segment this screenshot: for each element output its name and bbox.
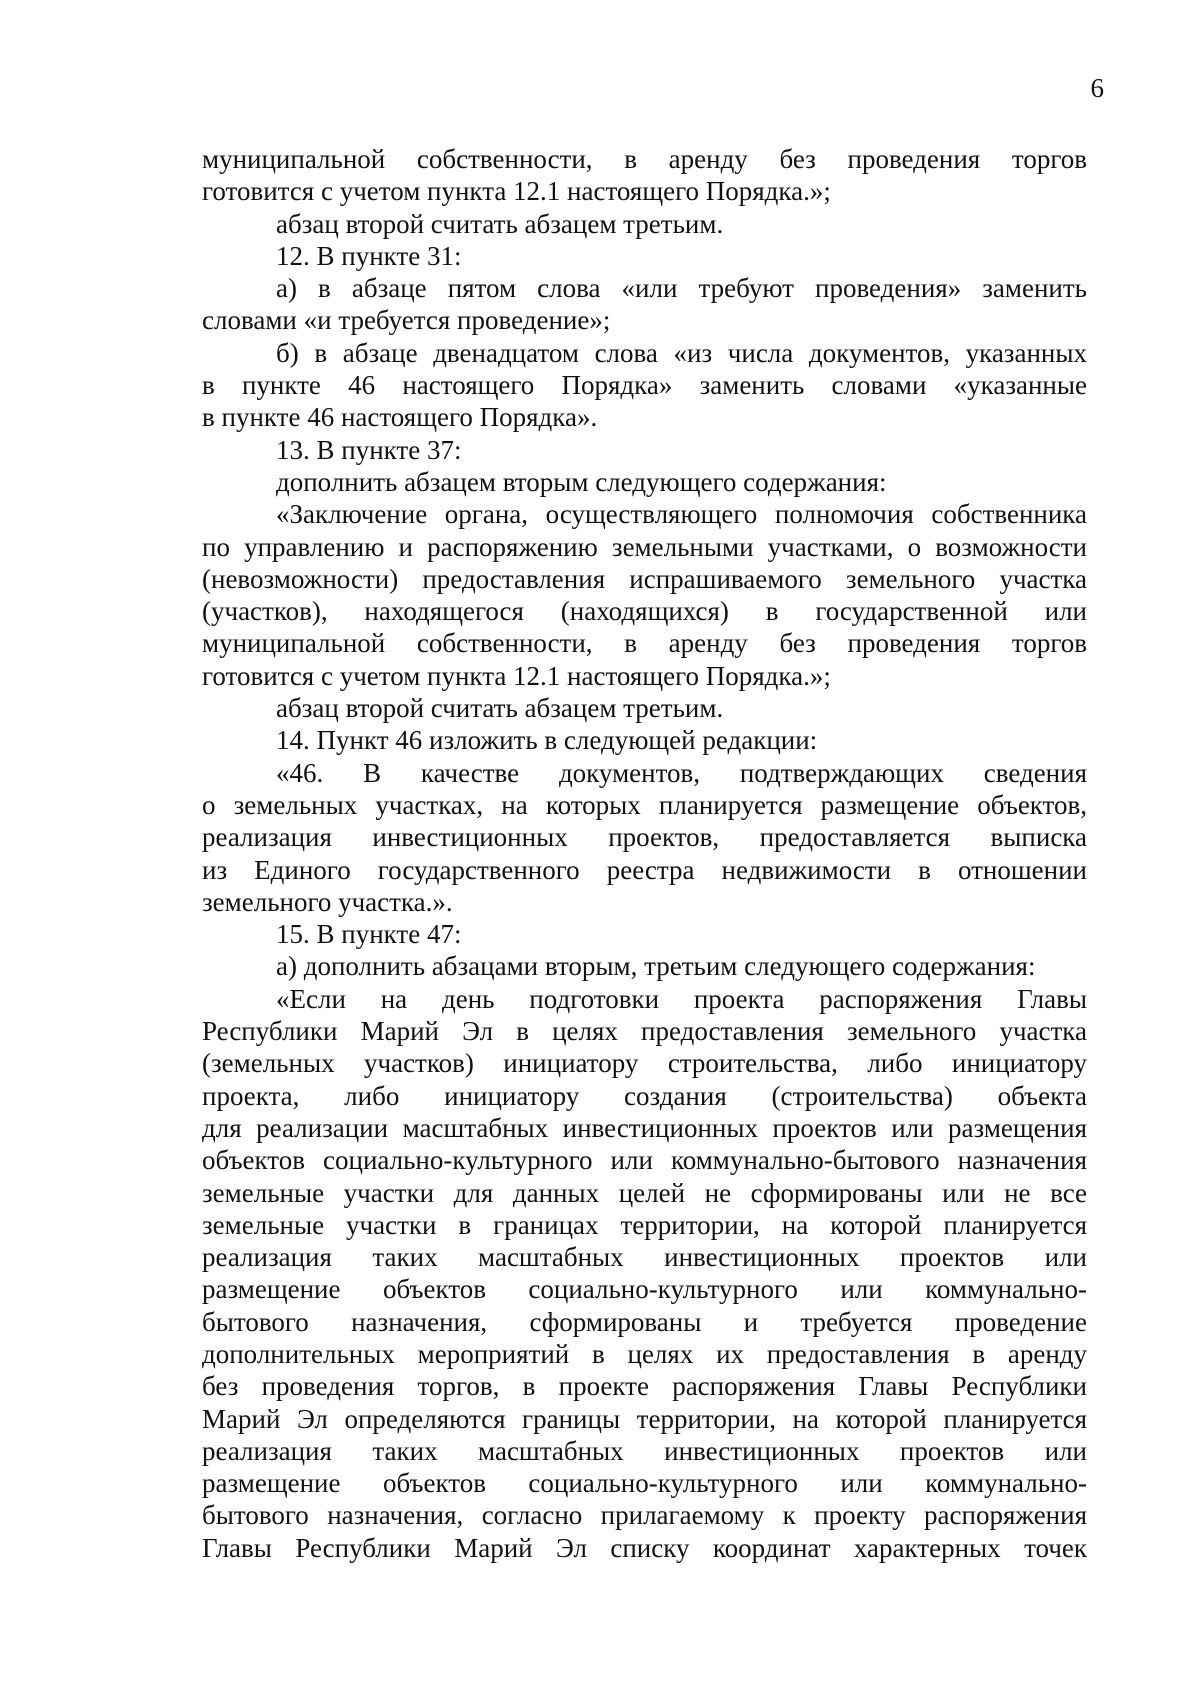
text-line: абзац второй считать абзацем третьим.	[276, 208, 724, 239]
text-line: размещение объектов социально-культурного или коммунально-	[202, 1468, 1087, 1499]
text-line: бытового назначения, сформированы и требуется проведение	[202, 1306, 1087, 1337]
text-line: (невозможности) предоставления испрашиваемого земельного участка	[202, 563, 1087, 594]
text-line: по управлению и распоряжению земельными участками, о возможности	[202, 531, 1087, 562]
text-line: о земельных участках, на которых планируется размещение объектов,	[202, 789, 1087, 820]
text-line: 12. В пункте 31:	[276, 240, 462, 271]
text-line: реализация таких масштабных инвестиционных проектов или	[202, 1435, 1087, 1466]
page-number: 6	[1090, 73, 1104, 103]
text-line: дополнительных мероприятий в целях их предоставления в аренду	[202, 1338, 1087, 1369]
text-line: абзац второй считать абзацем третьим.	[276, 693, 724, 724]
text-line: реализация таких масштабных инвестиционных проектов или	[202, 1242, 1087, 1273]
text-line: земельного участка.».	[202, 886, 453, 917]
text-line: (земельных участков) инициатору строительства, либо инициатору	[202, 1048, 1087, 1079]
text-line: муниципальной собственности, в аренду без проведения торгов	[202, 144, 1087, 174]
text-line: из Единого государственного реестра недвижимости в отношении	[202, 854, 1087, 885]
text-line: 14. Пункт 46 изложить в следующей редакции:	[276, 725, 818, 756]
text-line: 13. В пункте 37:	[276, 434, 462, 465]
text-line: «Если на день подготовки проекта распоряжения Главы	[276, 983, 1087, 1014]
text-line: в пункте 46 настоящего Порядка» заменить словами «указанные	[202, 370, 1087, 401]
text-line: дополнить абзацем вторым следующего содержания:	[276, 466, 887, 497]
text-line: Республики Марий Эл в целях предоставления земельного участка	[202, 1016, 1087, 1047]
text-line: объектов социально-культурного или коммунально-бытового назначения	[202, 1145, 1087, 1176]
text-line: размещение объектов социально-культурного или коммунально-	[202, 1274, 1087, 1305]
text-line: а) дополнить абзацами вторым, третьим следующего содержания:	[276, 951, 1036, 982]
text-line: бытового назначения, согласно прилагаемому к проекту распоряжения	[202, 1500, 1087, 1531]
text-line: готовится с учетом пункта 12.1 настоящего Порядка.»;	[202, 176, 831, 207]
text-line: «Заключение органа, осуществляющего полномочия собственника	[276, 499, 1087, 530]
text-line: без проведения торгов, в проекте распоряжения Главы Республики	[202, 1371, 1087, 1402]
text-line: в пункте 46 настоящего Порядка».	[202, 402, 598, 433]
text-line: реализация инвестиционных проектов, предоставляется выписка	[202, 822, 1087, 853]
text-line: земельные участки для данных целей не сформированы или не все	[202, 1177, 1087, 1208]
text-line: земельные участки в границах территории, на которой планируется	[202, 1209, 1087, 1240]
text-line: а) в абзаце пятом слова «или требуют проведения» заменить	[276, 273, 1087, 304]
text-line: Марий Эл определяются границы территории, на которой планируется	[202, 1403, 1087, 1434]
text-line: «46. В качестве документов, подтверждающих сведения	[276, 757, 1087, 788]
text-line: готовится с учетом пункта 12.1 настоящего Порядка.»;	[202, 660, 831, 691]
text-line: Главы Республики Марий Эл списку координат характерных точек	[202, 1532, 1087, 1563]
text-line: 15. В пункте 47:	[276, 919, 462, 950]
text-line: б) в абзаце двенадцатом слова «из числа документов, указанных	[276, 337, 1087, 368]
text-line: словами «и требуется проведение»;	[202, 305, 611, 336]
text-line: муниципальной собственности, в аренду без проведения торгов	[202, 628, 1087, 659]
text-line: для реализации масштабных инвестиционных проектов или размещения	[202, 1112, 1087, 1143]
text-line: проекта, либо инициатору создания (строительства) объекта	[202, 1080, 1087, 1111]
text-line: (участков), находящегося (находящихся) в государственной или	[202, 596, 1087, 627]
document-body	[202, 143, 1087, 1564]
